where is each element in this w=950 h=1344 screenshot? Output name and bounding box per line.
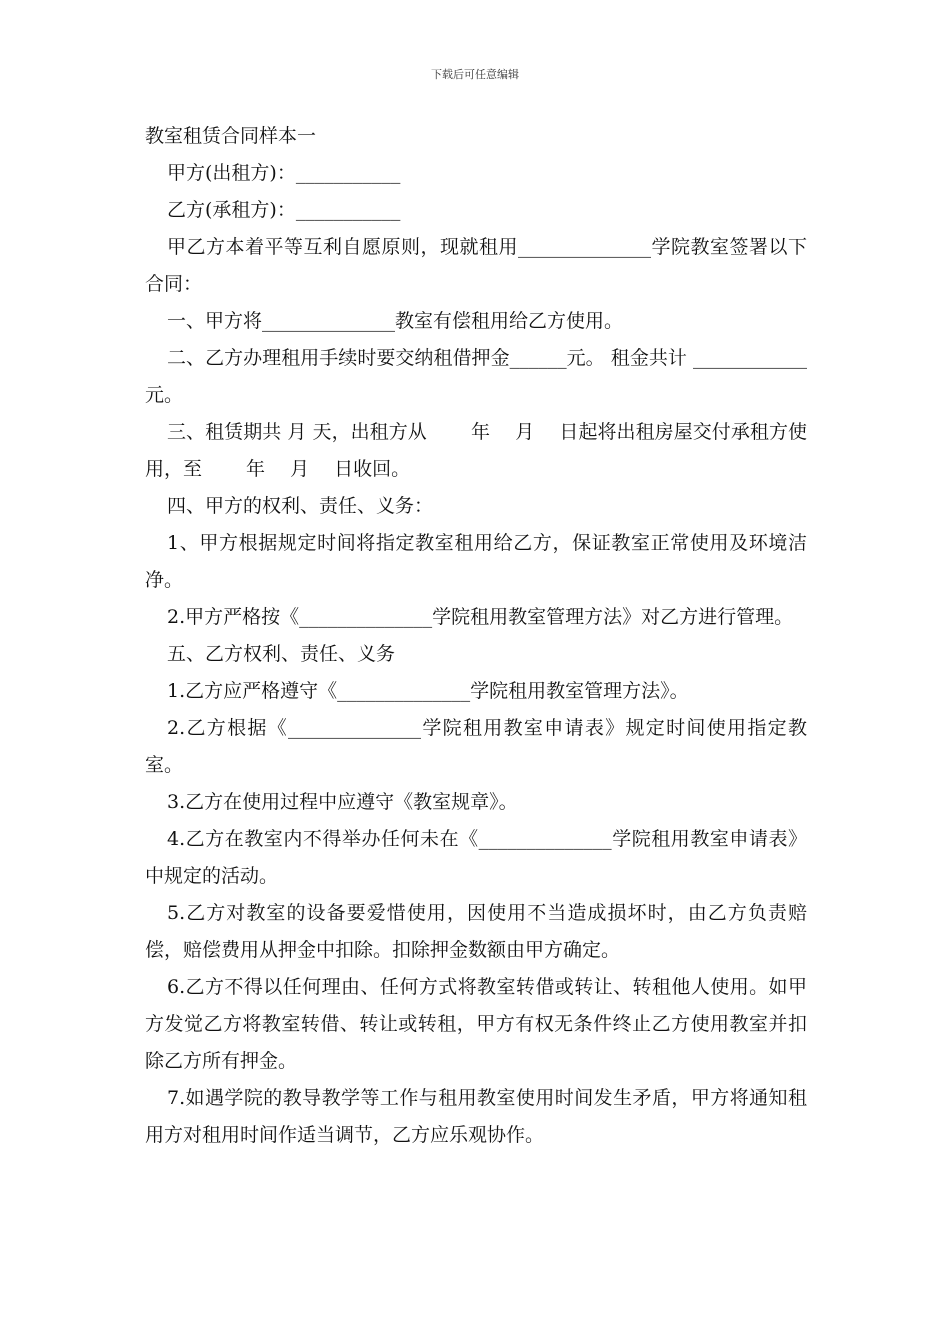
clause-2: 二、乙方办理租用手续时要交纳租借押金______元。 租金共计 ____________元。 [145,347,807,406]
party-a-line: 甲方(出租方)：___________ [167,162,401,184]
clause-4-item-1: 1、甲方根据规定时间将指定教室租用给乙方，保证教室正常使用及环境洁净。 [145,532,807,591]
clause-1: 一、甲方将______________教室有偿租用给乙方使用。 [167,310,624,332]
clause-5-item-7: 7.如遇学院的教导教学等工作与租用教室使用时间发生矛盾，甲方将通知租用方对租用时间作适当调节，乙方应乐观协作。 [145,1087,807,1146]
clause-5-item-6: 6.乙方不得以任何理由、任何方式将教室转借或转让、转租他人使用。如甲方发觉乙方将教室转借、转让或转租，甲方有权无条件终止乙方使用教室并扣除乙方所有押金。 [145,976,807,1072]
clause-5-heading: 五、乙方权利、责任、义务 [167,643,396,665]
clause-4-heading: 四、甲方的权利、责任、义务： [167,495,434,517]
document-title: 教室租赁合同样本一 [145,125,317,147]
clause-3: 三、租赁期共 月 天，出租方从 年 月 日起将出租房屋交付承租方使用，至 年 月 日收回。 [145,421,807,480]
clause-5-item-5: 5.乙方对教室的设备要爱惜使用，因使用不当造成损坏时，由乙方负责赔偿，赔偿费用从押金中扣除。扣除押金数额由甲方确定。 [145,902,807,961]
clause-5-item-1: 1.乙方应严格遵守《______________学院租用教室管理方法》。 [167,680,689,702]
clause-5-item-4: 4.乙方在教室内不得举办任何未在《______________学院租用教室申请表》中规定的活动。 [145,828,807,887]
preamble-paragraph: 甲乙方本着平等互利自愿原则，现就租用______________学院教室签署以下合同： [145,236,807,295]
clause-4-item-2: 2.甲方严格按《______________学院租用教室管理方法》对乙方进行管理。 [167,606,794,628]
clause-5-item-3: 3.乙方在使用过程中应遵守《教室规章》。 [167,791,518,813]
clause-5-item-2: 2.乙方根据《______________学院租用教室申请表》规定时间使用指定教室。 [145,717,807,776]
page-header: 下载后可任意编辑 [431,68,519,81]
document-body [145,118,807,1154]
party-b-line: 乙方(承租方)：___________ [167,199,401,221]
